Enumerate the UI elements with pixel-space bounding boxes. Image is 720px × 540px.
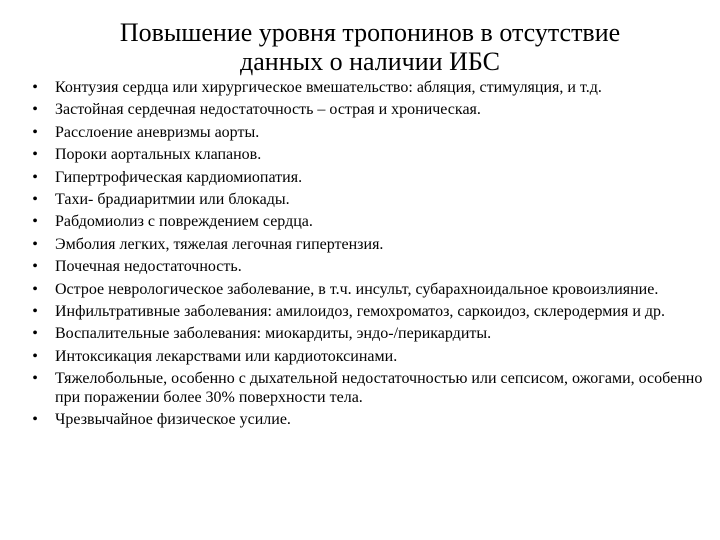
bullet-icon: • — [32, 280, 38, 298]
bullet-item — [28, 168, 706, 187]
bullet-icon: • — [32, 213, 38, 231]
bullet-item — [28, 212, 706, 231]
bullet-icon: • — [32, 411, 38, 429]
bullet-item — [28, 257, 706, 276]
bullet-text: Тахи- брадиаритмии или блокады. — [55, 190, 290, 208]
bullet-item — [28, 145, 706, 164]
bullet-icon: • — [32, 302, 38, 320]
bullet-text: Расслоение аневризмы аорты. — [55, 123, 260, 141]
slide-title-line: Повышение уровня тропонинов в отсутствие — [119, 18, 621, 47]
bullet-item — [28, 78, 706, 97]
bullet-item — [28, 100, 706, 119]
bullet-icon: • — [32, 370, 38, 388]
bullet-list — [28, 78, 706, 433]
bullet-icon: • — [32, 123, 38, 141]
bullet-text: Контузия сердца или хирургическое вмешательство: абляция, стимуляция, и т.д. — [55, 79, 602, 96]
bullet-icon: • — [32, 101, 38, 119]
bullet-item — [28, 280, 706, 299]
bullet-text: Эмболия легких, тяжелая легочная гипертензия. — [55, 235, 384, 253]
bullet-icon: • — [32, 146, 38, 164]
bullet-text: Рабдомиолиз с повреждением сердца. — [55, 213, 313, 231]
bullet-text: Инфильтративные заболевания: амилоидоз, гемохроматоз, саркоидоз, склеродермия и др. — [55, 302, 666, 320]
bullet-icon: • — [32, 258, 38, 276]
bullet-item — [28, 324, 706, 343]
bullet-icon: • — [32, 235, 38, 253]
bullet-item — [28, 410, 706, 429]
bullet-text: Тяжелобольные, особенно с дыхательной недостаточностью или сепсисом, ожогами, особенно при поражении более 30% поверхности тела. — [55, 370, 703, 407]
bullet-text: Гипертрофическая кардиомиопатия. — [55, 168, 303, 186]
bullet-item — [28, 347, 706, 366]
bullet-text: Застойная сердечная недостаточность – острая и хроническая. — [55, 101, 481, 119]
bullet-text: Почечная недостаточность. — [55, 258, 242, 276]
slide-title — [60, 18, 680, 76]
bullet-text: Интоксикация лекарствами или кардиотоксинами. — [55, 347, 398, 365]
bullet-icon: • — [32, 190, 38, 208]
bullet-text: Чрезвычайное физическое усилие. — [55, 411, 291, 429]
bullet-item — [28, 302, 706, 321]
bullet-item — [28, 190, 706, 209]
bullet-item — [28, 369, 706, 407]
bullet-text: Воспалительные заболевания: миокардиты, эндо-/перикардиты. — [55, 325, 492, 343]
bullet-text: Острое неврологическое заболевание, в т.ч. инсульт, субарахноидальное кровоизлияние. — [55, 280, 659, 298]
bullet-text: Пороки аортальных клапанов. — [55, 146, 262, 164]
slide-title-line: данных о наличии ИБС — [240, 47, 500, 76]
bullet-item — [28, 235, 706, 254]
bullet-icon: • — [32, 325, 38, 343]
bullet-icon: • — [32, 347, 38, 365]
bullet-item — [28, 123, 706, 142]
bullet-icon: • — [32, 168, 38, 186]
bullet-icon: • — [32, 79, 38, 96]
